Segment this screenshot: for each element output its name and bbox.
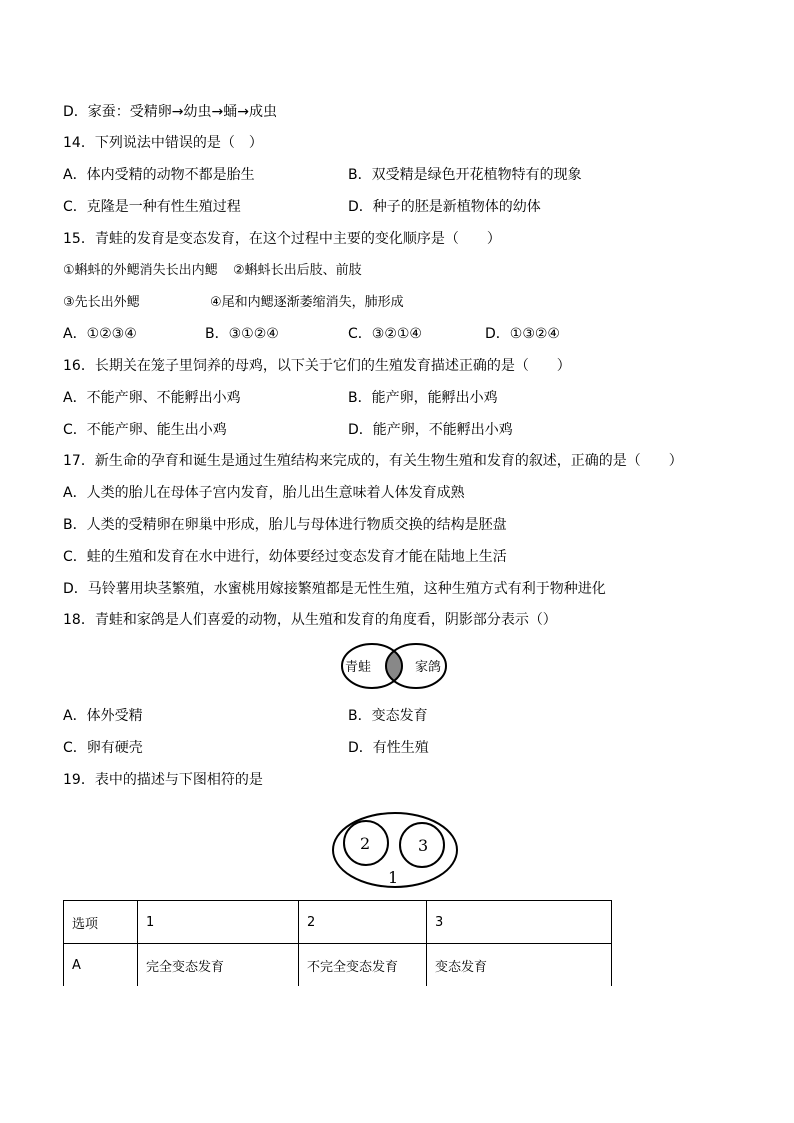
table-row bbox=[64, 944, 612, 987]
q13-option-d: D．家蚕：受精卵→幼虫→蛹→成虫 bbox=[63, 104, 277, 120]
table-header-cell: 2 bbox=[299, 901, 427, 944]
q15-statement-1: ①蝌蚪的外鳃消失长出内鳃 bbox=[63, 263, 218, 278]
q17-option-c: C．蛙的生殖和发育在水中进行，幼体要经过变态发育才能在陆地上生活 bbox=[63, 549, 507, 565]
q16-question: 16．长期关在笼子里饲养的母鸡，以下关于它们的生殖发育描述正确的是（ ） bbox=[63, 358, 571, 374]
q15-option-a: A．①②③④ bbox=[63, 326, 137, 342]
q15-option-d: D．①③②④ bbox=[485, 326, 560, 342]
q16-option-c: C．不能产卵、能生出小鸡 bbox=[63, 422, 227, 438]
diagram-label-1: 1 bbox=[388, 868, 399, 887]
q17-option-d: D．马铃薯用块茎繁殖，水蜜桃用嫁接繁殖都是无性生殖，这种生殖方式有利于物种进化 bbox=[63, 581, 606, 597]
q18-option-d: D．有性生殖 bbox=[348, 740, 429, 756]
q15-statement-2: ②蝌蚪长出后肢、前肢 bbox=[233, 263, 362, 278]
q17-option-a: A．人类的胎儿在母体子宫内发育，胎儿出生意味着人体发育成熟 bbox=[63, 485, 465, 501]
q14-option-c: C．克隆是一种有性生殖过程 bbox=[63, 199, 241, 215]
q14-question: 14．下列说法中错误的是（ ） bbox=[63, 135, 263, 151]
q14-option-b: B．双受精是绿色开花植物特有的现象 bbox=[348, 167, 582, 183]
q17-option-b: B．人类的受精卵在卵巢中形成，胎儿与母体进行物质交换的结构是胚盘 bbox=[63, 517, 507, 533]
venn-right-label: 家鸽 bbox=[415, 660, 442, 675]
table-cell: 不完全变态发育 bbox=[299, 944, 427, 987]
q15-statement-4: ④尾和内鳃逐渐萎缩消失，肺形成 bbox=[210, 295, 404, 310]
q18-venn-diagram bbox=[336, 640, 458, 692]
q16-option-b: B．能产卵，能孵出小鸡 bbox=[348, 390, 498, 406]
table-header-cell: 3 bbox=[427, 901, 612, 944]
q14-option-d: D．种子的胚是新植物体的幼体 bbox=[348, 199, 541, 215]
table-header-cell: 选项 bbox=[64, 901, 138, 944]
q14-option-a: A．体内受精的动物不都是胎生 bbox=[63, 167, 255, 183]
q19-question: 19．表中的描述与下图相符的是 bbox=[63, 772, 263, 788]
q18-option-b: B．变态发育 bbox=[348, 708, 428, 724]
venn-left-label: 青蛙 bbox=[345, 660, 372, 675]
table-cell: 变态发育 bbox=[427, 944, 612, 987]
q19-nested-circles-diagram bbox=[331, 811, 461, 891]
q15-question: 15．青蛙的发育是变态发育，在这个过程中主要的变化顺序是（ ） bbox=[63, 231, 501, 247]
q16-option-a: A．不能产卵、不能孵出小鸡 bbox=[63, 390, 241, 406]
q15-option-b: B．③①②④ bbox=[205, 326, 279, 342]
q18-option-a: A．体外受精 bbox=[63, 708, 143, 724]
q17-question: 17．新生命的孕育和诞生是通过生殖结构来完成的，有关生物生殖和发育的叙述，正确的是（ ） bbox=[63, 453, 683, 469]
q15-statement-3: ③先长出外鳃 bbox=[63, 295, 140, 310]
q16-option-d: D．能产卵，不能孵出小鸡 bbox=[348, 422, 513, 438]
q18-option-c: C．卵有硬壳 bbox=[63, 740, 143, 756]
q19-options-table bbox=[63, 900, 612, 986]
diagram-label-3: 3 bbox=[418, 836, 429, 855]
q15-option-c: C．③②①④ bbox=[348, 326, 422, 342]
q18-question: 18．青蛙和家鸽是人们喜爱的动物，从生殖和发育的角度看，阴影部分表示（） bbox=[63, 612, 557, 628]
diagram-label-2: 2 bbox=[360, 834, 371, 853]
table-header-cell: 1 bbox=[138, 901, 299, 944]
table-cell: 完全变态发育 bbox=[138, 944, 299, 987]
table-cell: A bbox=[64, 944, 138, 987]
table-header-row bbox=[64, 901, 612, 944]
